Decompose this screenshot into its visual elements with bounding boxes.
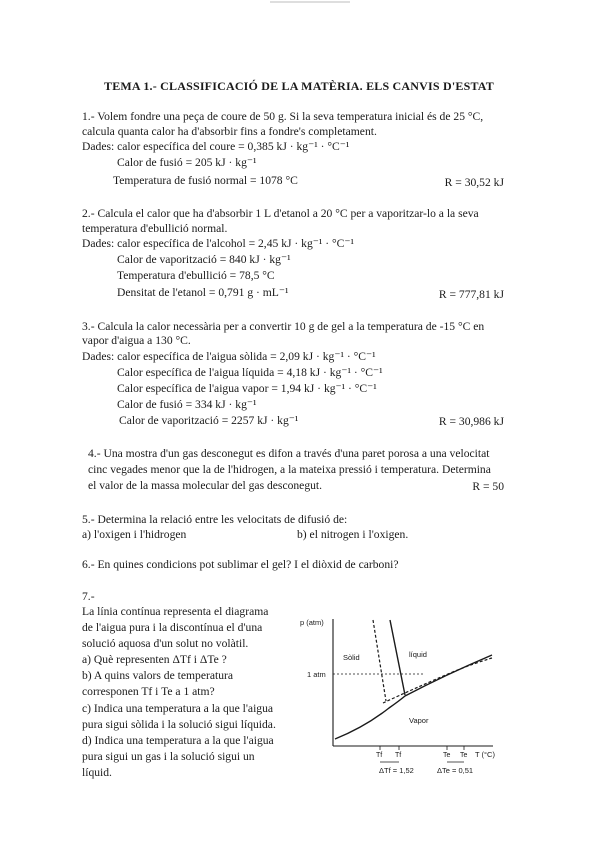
problem-7-text-11: líquid. xyxy=(82,766,112,779)
problem-1-data-1: Calor de fusió = 205 kJ · kg⁻¹ xyxy=(117,156,257,169)
problem-7-text-4: a) Què representen ΔTf i ΔTe ? xyxy=(82,653,227,666)
problem-5-option-b: b) el nitrogen i l'oxigen. xyxy=(297,528,409,541)
problem-1-line-1: 1.- Volem fondre una peça de coure de 50 g. Si la seva temperatura inicial és de 25 °C, xyxy=(82,110,484,123)
problem-1-line-2: calcula quanta calor ha d'absorbir fins a fondre's completament. xyxy=(82,125,377,138)
vapour-pressure-curve-pure xyxy=(335,655,492,739)
problem-4-line-2: cinc vegades menor que la de l'hidrogen, a la mateixa pressió i temperatura. Determina xyxy=(88,463,491,476)
problem-4-line-1: 4.- Una mostra d'un gas desconegut es difon a través d'una paret porosa a una velocitat xyxy=(88,447,490,460)
problem-2-data-2: Temperatura d'ebullició = 78,5 °C xyxy=(117,269,275,282)
problem-2-data-1: Calor de vaporització = 840 kJ · kg⁻¹ xyxy=(117,253,291,266)
problem-6-line-1: 6.- En quines condicions pot sublimar el gel? I el diòxid de carboni? xyxy=(82,558,399,571)
problem-1-data-2: Temperatura de fusió normal = 1078 °C xyxy=(113,174,298,187)
problem-7-text-2: de l'aigua pura i la discontínua el d'una xyxy=(82,621,263,634)
problem-2-data-header: Dades: calor específica de l'alcohol = 2,45 kJ · kg⁻¹ · °C⁻¹ xyxy=(82,237,354,250)
problem-5-option-a: a) l'oxigen i l'hidrogen xyxy=(82,528,187,541)
problem-3-line-1: 3.- Calcula la calor necessària per a convertir 10 g de gel a la temperatura de -15 °C en xyxy=(82,320,485,333)
problem-7-text-8: pura sigui sòlida i la solució sigui líquida. xyxy=(82,718,276,731)
problem-3-data-3: Calor de fusió = 334 kJ · kg⁻¹ xyxy=(117,398,257,411)
problem-1-result: R = 30,52 kJ xyxy=(444,176,504,189)
problem-7-text-1: La línia contínua representa el diagrama xyxy=(82,605,269,618)
fusion-line-solution xyxy=(373,620,386,701)
problem-7-text-3: solució aquosa d'un solut no volàtil. xyxy=(82,637,249,650)
region-liquid-label: líquid xyxy=(409,650,427,659)
region-solid-label: Sòlid xyxy=(343,653,360,662)
problem-5-line-1: 5.- Determina la relació entre les velocitats de difusió de: xyxy=(82,513,348,526)
problem-3-data-1: Calor específica de l'aigua líquida = 4,18 kJ · kg⁻¹ · °C⁻¹ xyxy=(117,366,383,379)
tick-label-te: Te xyxy=(460,752,468,759)
problem-7-number: 7.- xyxy=(82,590,95,603)
problem-3-data-4: Calor de vaporització = 2257 kJ · kg⁻¹ xyxy=(119,414,299,427)
problem-7-text-6: corresponen Tf i Te a 1 atm? xyxy=(82,685,215,698)
problem-7-text-10: pura sigui un gas i la solució sigui un xyxy=(82,750,255,763)
x-axis-label: T (°C) xyxy=(475,750,495,759)
problem-7-text-5: b) A quins valors de temperatura xyxy=(82,669,234,682)
problem-2-line-1: 2.- Calcula el calor que ha d'absorbir 1 L d'etanol a 20 °C per a vaporitzar-lo a la seva xyxy=(82,207,479,220)
phase-diagram xyxy=(295,605,510,785)
tick-label-tf: Tf xyxy=(376,752,383,759)
problem-4-line-3: el valor de la massa molecular del gas desconegut. xyxy=(88,479,323,492)
fusion-line-pure xyxy=(390,620,405,695)
problem-2-line-2: temperatura d'ebullició normal. xyxy=(82,222,228,235)
delta-tf-label: ΔTf = 1,52 xyxy=(379,766,414,775)
tick-label-tf-pure: Tf xyxy=(395,752,402,759)
problem-7-text-7: c) Indica una temperatura a la que l'aigua xyxy=(82,702,274,715)
tick-label-te-pure: Te xyxy=(443,752,451,759)
problem-2-data-3: Densitat de l'etanol = 0,791 g · mL⁻¹ xyxy=(117,286,289,299)
problem-1-data-header: Dades: calor específica del coure = 0,385 kJ · kg⁻¹ · °C⁻¹ xyxy=(82,140,350,153)
page-title: TEMA 1.- CLASSIFICACIÓ DE LA MATÈRIA. ELS CANVIS D'ESTAT xyxy=(104,79,494,93)
problem-2-result: R = 777,81 kJ xyxy=(438,288,504,301)
problem-3-line-2: vapor d'aigua a 130 °C. xyxy=(82,334,191,347)
problem-4-result: R = 50 xyxy=(472,480,504,493)
one-atm-label: 1 atm xyxy=(307,670,326,679)
problem-7-text-9: d) Indica una temperatura a la que l'aigua xyxy=(82,734,274,747)
region-vapor-label: Vapor xyxy=(409,716,429,725)
problem-3-result: R = 30,986 kJ xyxy=(438,415,504,428)
y-axis-label: p (atm) xyxy=(300,618,324,627)
problem-3-data-2: Calor específica de l'aigua vapor = 1,94 kJ · kg⁻¹ · °C⁻¹ xyxy=(117,382,377,395)
delta-te-label: ΔTe = 0,51 xyxy=(437,766,474,775)
problem-3-data-header: Dades: calor específica de l'aigua sòlida = 2,09 kJ · kg⁻¹ · °C⁻¹ xyxy=(82,350,376,363)
scan-artifact xyxy=(270,0,350,6)
